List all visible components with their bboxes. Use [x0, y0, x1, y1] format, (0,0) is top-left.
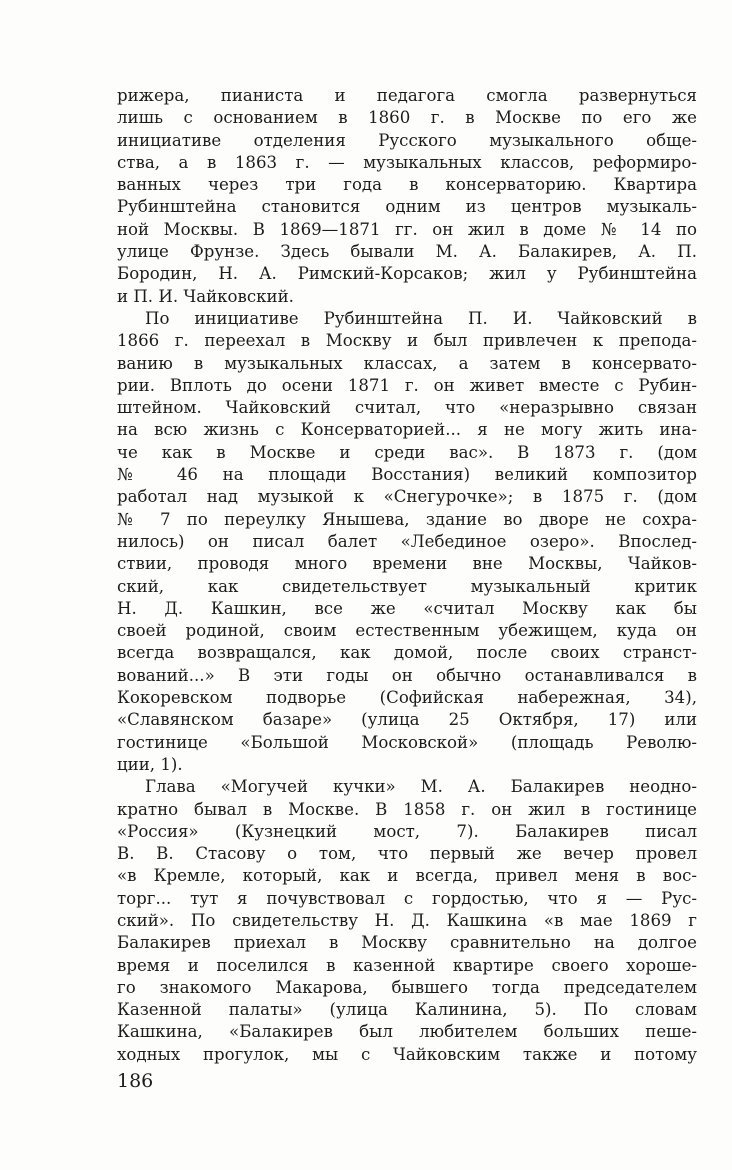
text-line: «Россия» (Кузнецкий мост, 7). Балакирев писал: [117, 821, 697, 841]
text-line: го знакомого Макарова, бывшего тогда председателем: [117, 977, 697, 997]
text-line: ства, а в 1863 г. — музыкальных классов, реформиро-: [117, 152, 697, 172]
text-line: ванных через три года в консерваторию. Квартира: [117, 175, 697, 195]
text-line: 1866 г. переехал в Москву и был привлечен к препода-: [117, 331, 697, 351]
text-line: кратно бывал в Москве. В 1858 г. он жил в гостинице: [117, 799, 697, 819]
text-line: работал над музыкой к «Снегурочке»; в 1875 г. (дом: [117, 487, 697, 507]
text-line: улице Фрунзе. Здесь бывали М. А. Балакирев, А. П.: [117, 242, 697, 262]
text-line: че как в Москве и среди вас». В 1873 г. (дом: [117, 442, 697, 462]
body-text: [117, 85, 697, 1066]
text-line: рижера, пианиста и педагога смогла развернуться: [117, 86, 697, 105]
text-line: Балакирев приехал в Москву сравнительно на долгое: [117, 933, 697, 953]
text-line: «Славянском базаре» (улица 25 Октября, 17) или: [117, 710, 697, 730]
text-line: лишь с основанием в 1860 г. в Москве по его же: [117, 108, 697, 128]
text-line: инициативе отделения Русского музыкального обще-: [117, 130, 697, 150]
text-line: ский, как свидетельствует музыкальный критик: [117, 576, 697, 596]
text-line: ванию в музыкальных классах, а затем в консервато-: [117, 353, 697, 373]
text-line: «в Кремле, который, как и всегда, привел меня в вос-: [117, 866, 697, 886]
text-line: гостинице «Большой Московской» (площадь Револю-: [117, 732, 697, 752]
text-line: Казенной палаты» (улица Калинина, 5). По словам: [117, 1000, 697, 1020]
text-line: вований...» В эти годы он обычно останавливался в: [117, 665, 697, 685]
text-line: ствии, проводя много времени вне Москвы, Чайков-: [117, 554, 697, 574]
text-line: время и поселился в казенной квартире своего хороше-: [117, 955, 697, 975]
text-line: Глава «Могучей кучки» М. А. Балакирев неодно-: [145, 777, 697, 797]
text-line: Бородин, Н. А. Римский-Корсаков; жил у Рубинштейна: [117, 264, 697, 284]
text-line: ходных прогулок, мы с Чайковским также и потому: [117, 1044, 697, 1064]
text-line: № 46 на площади Восстания) великий композитор: [117, 465, 697, 485]
text-line: торг... тут я почувствовал с гордостью, что я — Рус-: [117, 888, 697, 908]
text-line: всегда возвращался, как домой, после своих странст-: [117, 643, 697, 663]
page-number: 186: [117, 1070, 154, 1092]
text-line: своей родиной, своим естественным убежищем, куда он: [117, 621, 697, 641]
text-line: штейном. Чайковский считал, что «неразрывно связан: [117, 398, 697, 418]
text-line: В. В. Стасову о том, что первый же вечер провел: [117, 844, 697, 864]
text-line: № 7 по переулку Янышева, здание во дворе не сохра-: [117, 509, 697, 529]
text-line: ский». По свидетельству Н. Д. Кашкина «в мае 1869 г: [117, 910, 697, 930]
text-line: Кашкина, «Балакирев был любителем больших пеше-: [117, 1022, 697, 1042]
text-line: и П. И. Чайковский.: [117, 286, 294, 306]
text-line: нилось) он писал балет «Лебединое озеро». Впослед-: [117, 531, 697, 551]
text-line: рии. Вплоть до осени 1871 г. он живет вместе с Рубин-: [117, 375, 697, 395]
text-line: Кокоревском подворье (Софийская набережная, 34),: [117, 688, 697, 708]
text-line: на всю жизнь с Консерваторией... я не могу жить ина-: [117, 420, 697, 440]
text-line: ции, 1).: [117, 754, 183, 774]
text-line: ной Москвы. В 1869—1871 гг. он жил в доме № 14 по: [117, 219, 697, 239]
text-line: Н. Д. Кашкин, все же «считал Москву как бы: [117, 598, 697, 618]
text-line: Рубинштейна становится одним из центров музыкаль-: [117, 197, 697, 217]
text-line: По инициативе Рубинштейна П. И. Чайковский в: [145, 308, 697, 328]
